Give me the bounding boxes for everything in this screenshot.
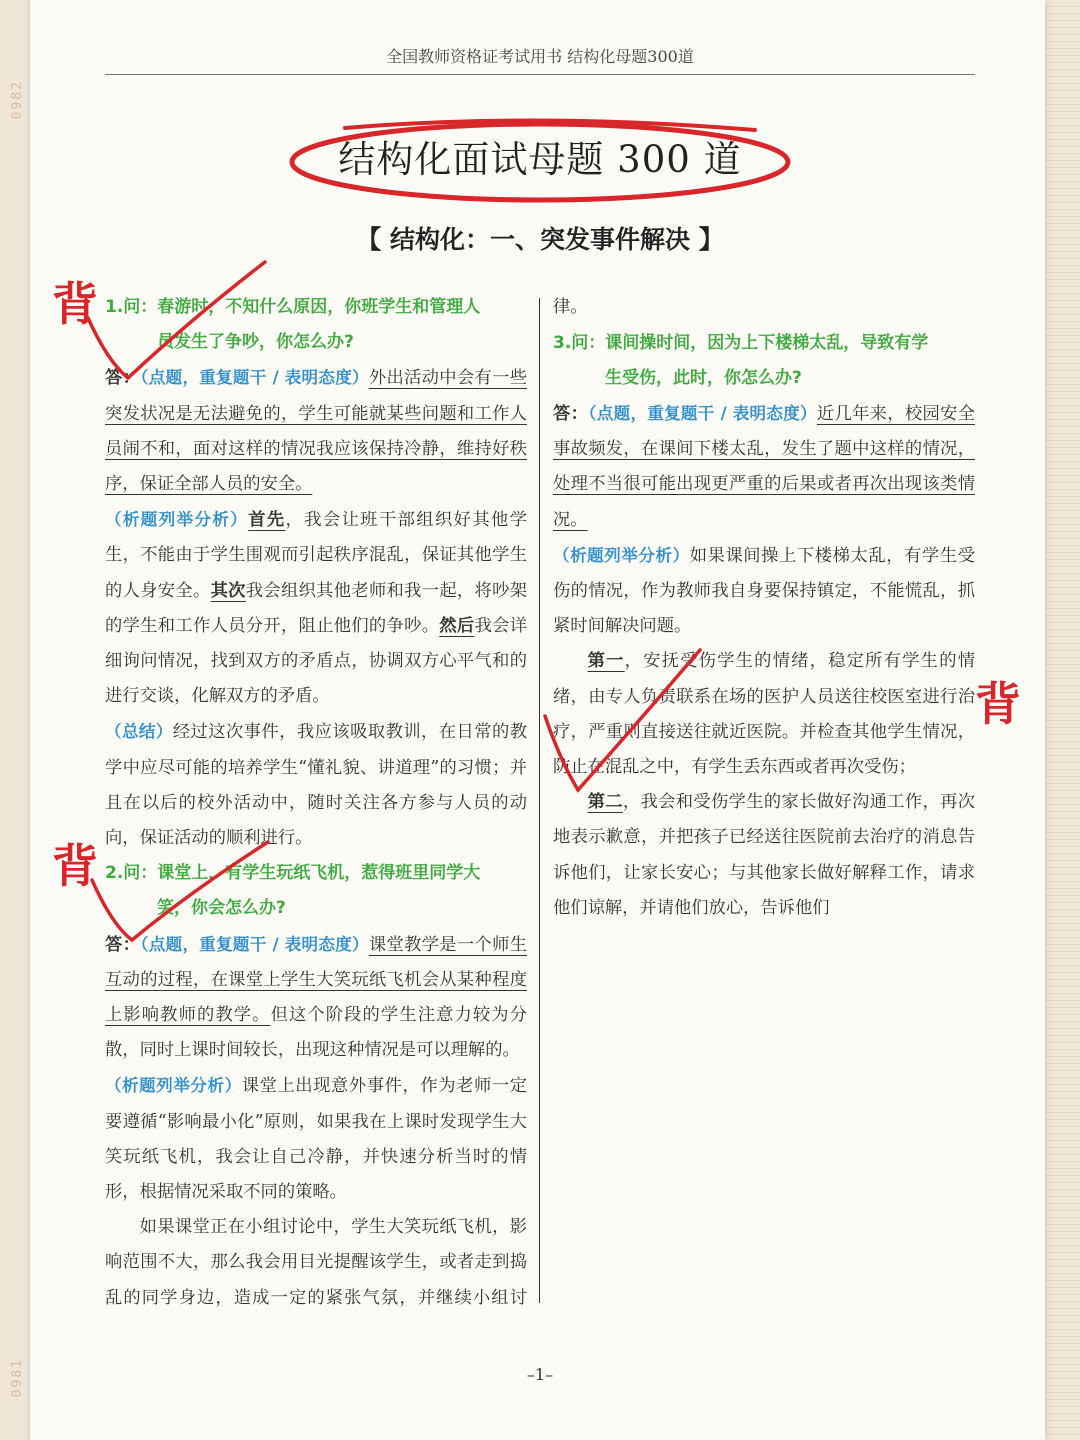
- answer-label: 答：: [105, 934, 141, 955]
- binding-edge: [1045, 0, 1080, 1440]
- answer-3-point: [553, 396, 975, 538]
- step-then: 然后: [439, 615, 475, 636]
- question-3-line2: 生受伤，此时，你怎么办?: [605, 367, 802, 388]
- annotation-memorize-3: 背: [975, 677, 1021, 731]
- running-header: 全国教师资格证考试用书 结构化母题300道: [105, 44, 975, 75]
- annotation-memorize-1: 背: [52, 277, 98, 331]
- answer-2-para2: 如果课堂正在小组讨论中，学生大笑玩纸飞机，影响范围不大，那么我会用目光提醒该学生，或者走到捣乱的同学身边，造成一定的紧张气氛，并继续小组讨: [105, 1217, 527, 1308]
- question-1-line1: 1.问：春游时，不知什么原因，你班学生和管理人: [105, 297, 481, 317]
- answer-label: 答：: [553, 404, 589, 425]
- answer-3-step1: [553, 644, 975, 785]
- step-second: 第二: [587, 792, 623, 813]
- question-2-line1: 2.问：课堂上，有学生玩纸飞机，惹得班里同学大: [105, 863, 481, 884]
- question-2: [105, 856, 527, 926]
- column-divider: [539, 298, 540, 1303]
- step-first: 首先: [248, 510, 286, 531]
- answer-1-analysis: [105, 502, 527, 714]
- section-heading: 【 结构化：一、突发事件解决 】: [356, 225, 724, 254]
- answer-label: 答：: [105, 368, 141, 389]
- tag-point: （点题，重复题干 / 表明态度）: [140, 368, 369, 388]
- tag-analysis: （析题列举分析）: [553, 545, 690, 565]
- question-1-line2: 员发生了争吵，你怎么办?: [157, 332, 354, 353]
- answer-1-a3: 我会详细询问情况，找到双方的矛盾点，协调双方心平气和的进行交谈，化解双方的矛盾。: [105, 615, 527, 707]
- answer-3-step2: [553, 785, 975, 926]
- answer-2-point-text: 课堂教学是一个师生互动的过程，在课堂上学生大笑玩纸飞机会从某种程度上影响教师的教学。: [105, 934, 527, 1026]
- answer-3-analysis: [553, 538, 975, 645]
- edge-number-top: 0982: [10, 80, 25, 120]
- answer-2-para3: 律。: [553, 297, 588, 318]
- left-column: [105, 290, 527, 1310]
- question-1: [105, 290, 527, 360]
- answer-1-a2: 我会组织其他老师和我一起，将吵架的学生和工作人员分开，阻止他们的争吵。: [105, 580, 527, 636]
- answer-1-point-text: 外出活动中会有一些突发状况是无法避免的，学生可能就某些问题和工作人员闹不和，面对这样的情况我应该保持冷静，维持好秩序，保证全部人员的安全。: [105, 368, 527, 495]
- answer-2-analysis: [105, 1068, 527, 1210]
- tag-analysis: （析题列举分析）: [105, 1076, 242, 1096]
- tag-summary: （总结）: [105, 722, 173, 742]
- answer-3-p1: ，安抚受伤学生的情绪，稳定所有学生的情绪，由专人负责联系在场的医护人员送往校医室进行治疗，严重则直接送往就近医院。并检查其他学生情况，防止在混乱之中，有学生丢东西或者再次受伤；: [553, 651, 975, 778]
- answer-2-point-rest: 但这个阶段的学生注意力较为分散，同时上课时间较长，出现这种情况是可以理解的。: [105, 1005, 527, 1061]
- tag-point: （点题，重复题干 / 表明态度）: [588, 404, 817, 424]
- page-number: –1–: [526, 1365, 554, 1384]
- question-2-line2: 笑，你会怎么办?: [157, 898, 286, 919]
- answer-1-summary-text: 经过这次事件，我应该吸取教训，在日常的教学中应尽可能的培养学生“懂礼貌、讲道理”的习惯；并且在以后的校外活动中，随时关注各方参与人员的动向，保证活动的顺利进行。: [105, 722, 527, 849]
- question-3-line1: 3.问：课间操时间，因为上下楼梯太乱，导致有学: [553, 332, 929, 353]
- right-column: [553, 290, 975, 1310]
- answer-2-point: [105, 927, 527, 1069]
- title-block: [285, 110, 795, 205]
- answer-1-point: [105, 360, 527, 502]
- answer-3-point-text: 近几年来，校园安全事故频发，在课间下楼太乱，发生了题中这样的情况，处理不当很可能出现更严重的后果或者再次出现该类情况。: [553, 404, 975, 530]
- edge-number-bottom: 0981: [10, 1358, 25, 1398]
- answer-1-a1: ，我会让班干部组织好其他学生，不能由于学生围观而引起秩序混乱，保证其他学生的人身安全。: [105, 510, 527, 601]
- tag-analysis: （析题列举分析）: [105, 510, 249, 530]
- answer-3-analysis-text: 如果课间操上下楼梯太乱，有学生受伤的情况，作为教师我自身要保持镇定，不能慌乱，抓紧时间解决问题。: [553, 545, 975, 637]
- tag-point: （点题，重复题干 / 表明态度）: [140, 934, 369, 954]
- annotation-memorize-2: 背: [52, 839, 98, 893]
- step-second: 其次: [210, 580, 246, 601]
- page-title: 结构化面试母题 300 道: [338, 138, 742, 181]
- question-3: [553, 326, 975, 396]
- answer-1-summary: [105, 714, 527, 856]
- step-first: 第一: [587, 651, 625, 672]
- answer-3-p2: ，我会和受伤学生的家长做好沟通工作，再次地表示歉意，并把孩子已经送往医院前去治疗的消息告诉他们，让家长安心；与其他家长做好解释工作，请求他们谅解，并请他们放心，告诉他们: [553, 792, 975, 918]
- answer-2-analysis-text: 课堂上出现意外事件，作为老师一定要遵循“影响最小化”原则，如果我在上课时发现学生大笑玩纸飞机，我会让自己冷静，并快速分析当时的情形，根据情况采取不同的策略。: [105, 1076, 527, 1203]
